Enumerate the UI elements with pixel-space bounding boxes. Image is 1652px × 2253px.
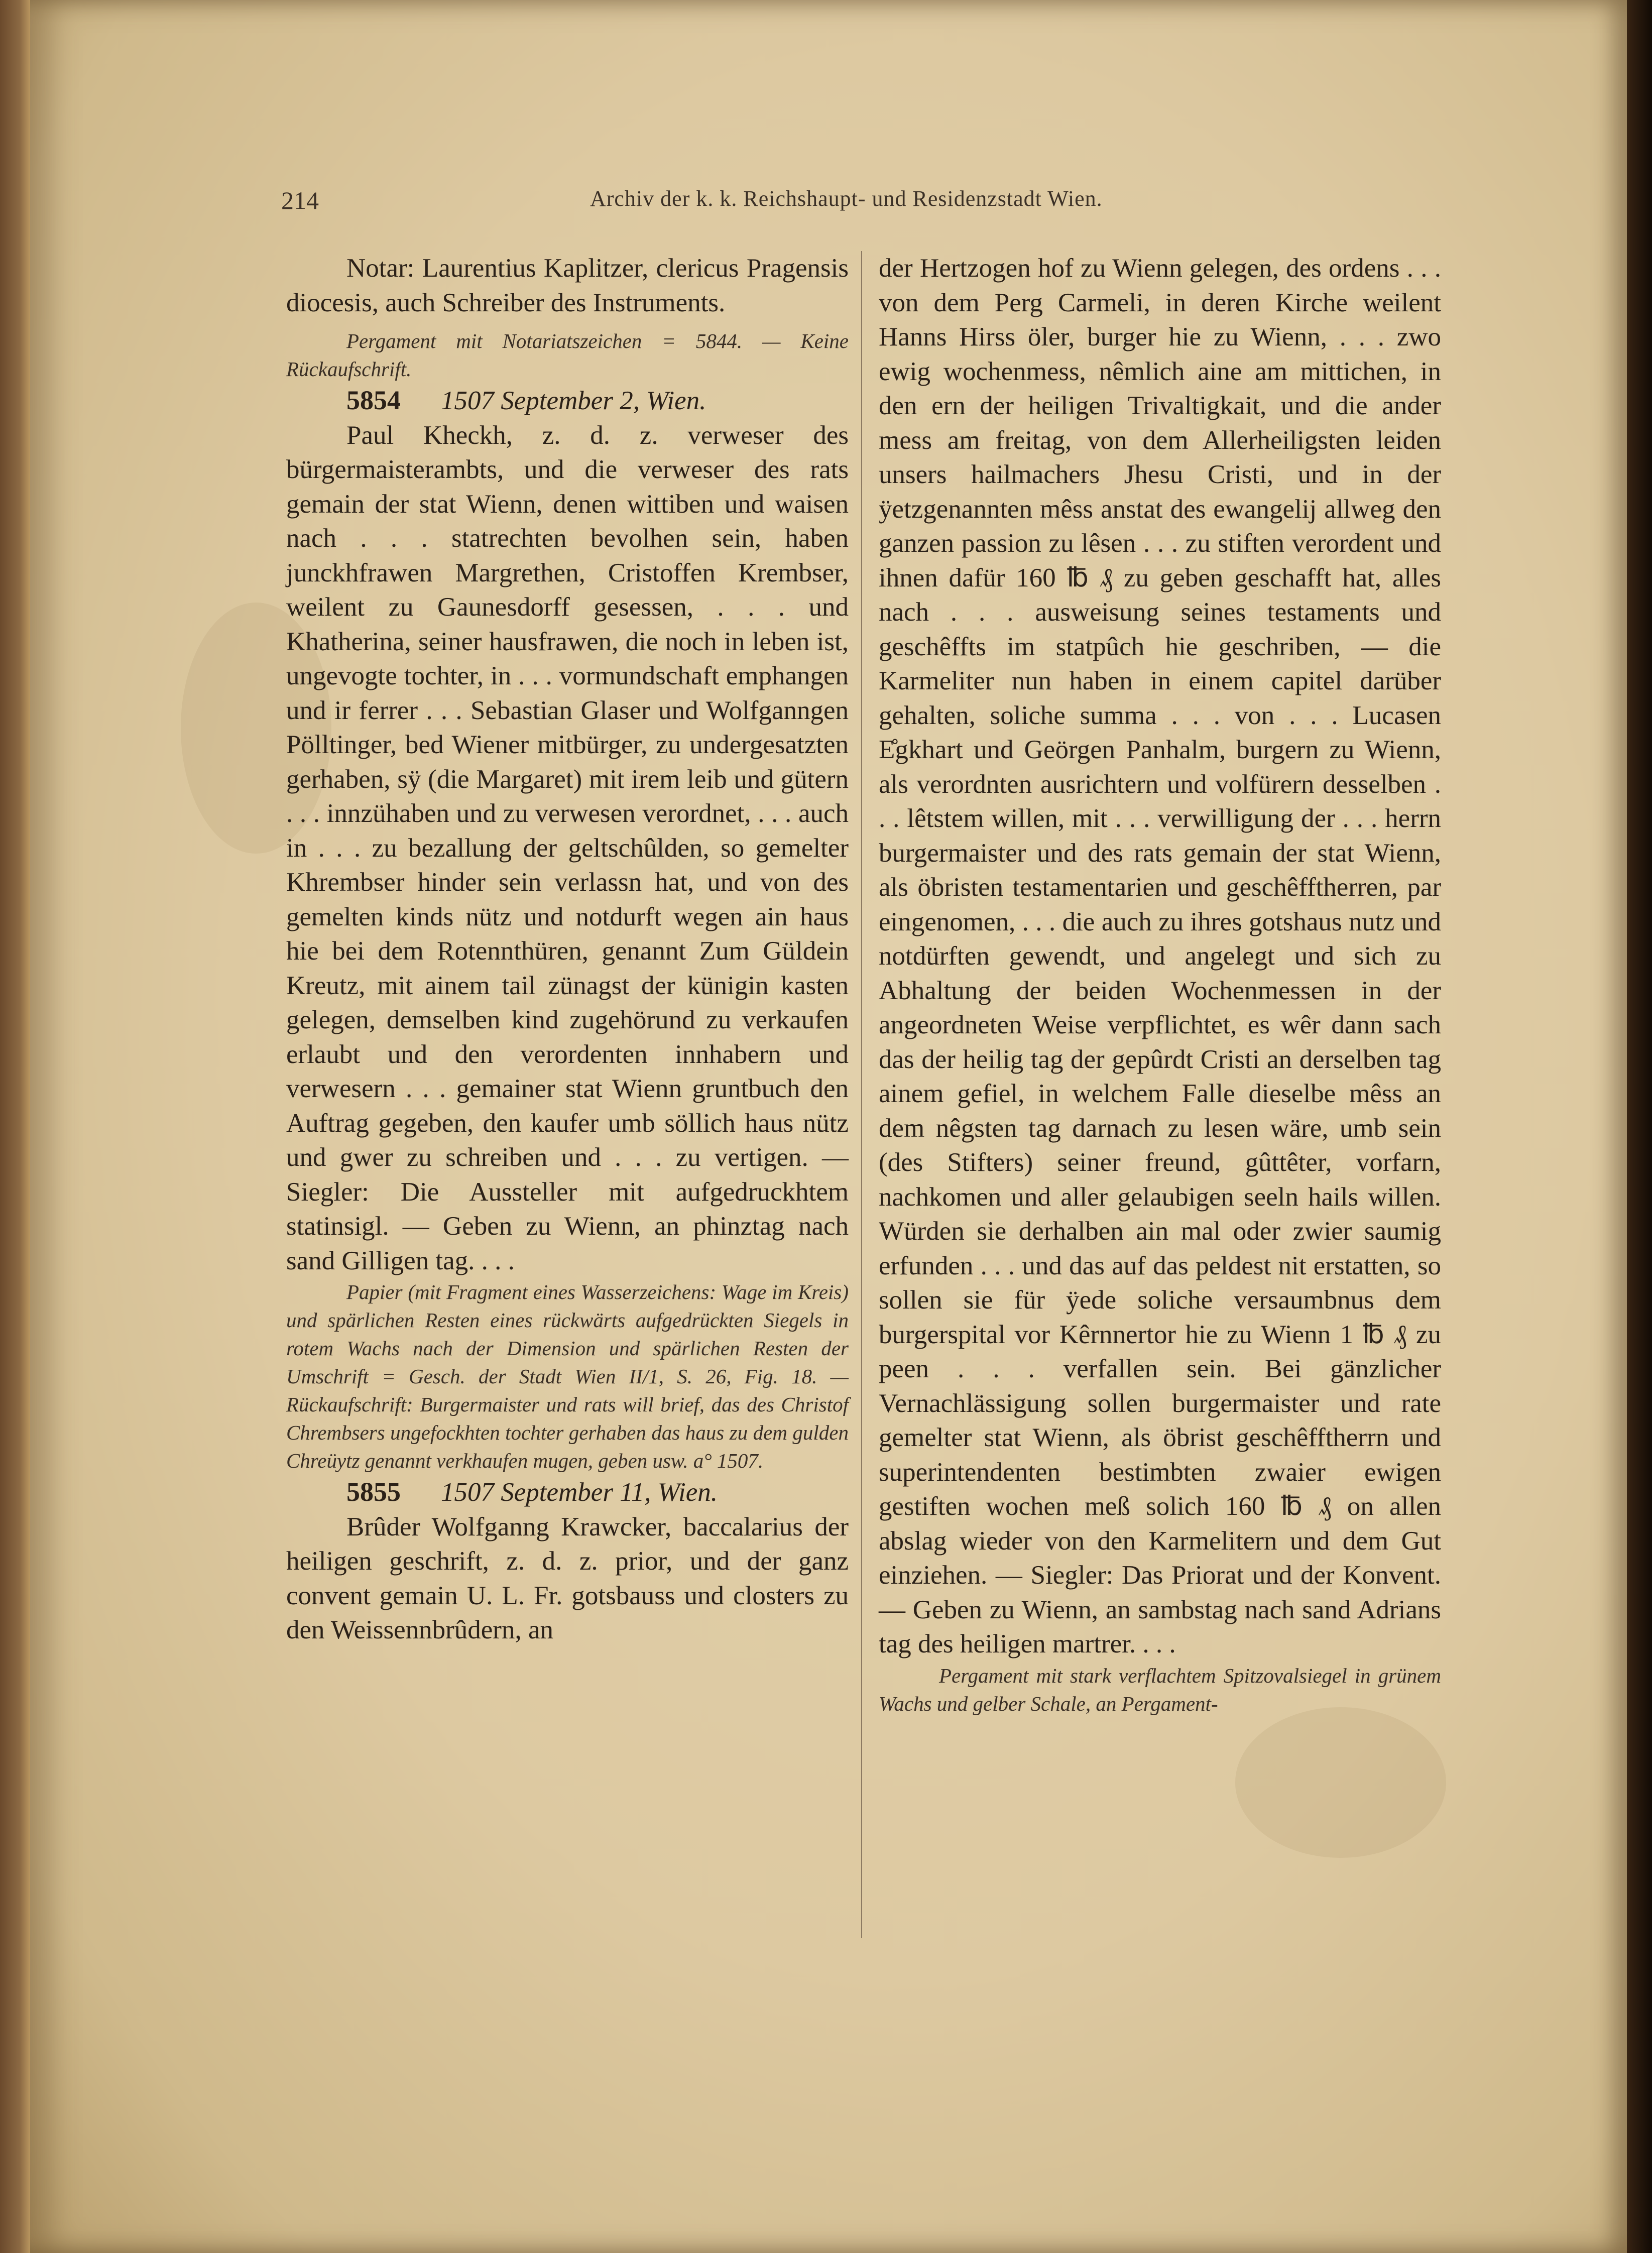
right-column <box>879 251 1441 1718</box>
paper-stain <box>1235 1707 1446 1858</box>
entry-5855-body: Brûder Wolfganng Krawcker, baccalarius der heiligen geschrift, z. d. z. prior, und der ganz convent gemain U. L. Fr. gotsbauss und closters zu den Weissennbrûdern, an <box>286 1512 849 1644</box>
entry-5854-heading <box>286 383 849 418</box>
left-column <box>286 251 849 1647</box>
entry-5854-body: Paul Kheckh, z. d. z. verweser des bürgermaisterambts, und die verweser des rats gemain der stat Wienn, denen wittiben und waisen nach . . . statrechten bevolhen sein, haben junckhfrawen Margrethen, Cristoffen Krembser, weilent zu Gaunesdorff gesessen, . . . und Khatherina, seiner hausfrawen, die noch in leben ist, ungevogte tochter, in . . . vormundschaft emphangen und ir ferrer . . . Sebastian Glaser und Wolfganngen Pölltinger, bed Wiener mitbürger, zu undergesatzten gerhaben, sÿ (die Margaret) mit irem leib und gütern . . . innzühaben und zu verwesen verordnet, . . . auch in . . . zu bezallung der geltschûlden, so gemelter Khrembser hinder sein verlassn hat, und von des gemelten kinds nütz und notdurft wegen ain haus hie bei dem Rotennthüren, genannt Zum Güldein Kreutz, mit ainem tail zünagst der künigin kasten gelegen, demselben kind zugehörund zu verkaufen erlaubt und den verordenten innhabern und verwesern . . . gemainer stat Wienn gruntbuch den Auftrag gegeben, den kaufer umb söllich haus nütz und gwer zu schreiben und . . . zu vertigen. — Siegler: Die Aussteller mit aufgedruckhtem statinsigl. — Geben zu Wienn, an phinztag nach sand Gilligen tag. . . . <box>286 420 849 1275</box>
entry-5855-body-continued: der Hertzogen hof zu Wienn gelegen, des ordens . . . von dem Perg Carmeli, in deren Kirche weilent Hanns Hirss öler, burger hie zu Wienn, . . . zwo ewig wochenmess, nêmlich aine am mittichen, in den ern der heiligen Trivaltigkait, und die ander mess am freitag, von dem Allerheiligsten leiden unsers hailmachers Jhesu Cristi, und in der ÿetzgenannten mêss anstat des ewangelij allweg den ganzen passion zu lêsen . . . zu stiften verordent und ihnen dafür 160 ℔ ₰ zu geben geschafft hat, alles nach . . . ausweisung seines testaments und geschêffts im statpûch hie geschriben, — die Karmeliter nun haben in einem capitel darüber gehalten, soliche summa . . . von . . . Lucasen E̊gkhart und Geörgen Panhalm, burgern zu Wienn, als verordnten ausrichtern und volfürern desselben . . . lêtstem willen, mit . . . verwilligung der . . . herrn burgermaister und des rats gemain der stat Wienn, als öbristen testamentarien und geschêfftherren, par eingenomen, . . . die auch zu ihres gotshaus nutz und notdürften gewendt, und angelegt und sich zu Abhaltung der beiden Wochenmessen in der angeordneten Weise verpflichtet, es wêr dann sach das der heilig tag der gepûrdt Cristi an derselben tag ainem gefiel, in welchem Falle dieselbe mêss an dem nêgsten tag darnach zu lesen wäre, umb sein (des Stifters) seiner freund, gûttêter, vorfarn, nachkomen und aller gelaubigen seeln hails willen. Würden sie derhalben ain mal oder zwier saumig erfunden . . . und das auf das peldest nit erstatten, so sollen sie für ÿede soliche versaumbnus dem burgerspital vor Kêrnnertor hie zu Wienn 1 ℔ ₰ zu peen . . . verfallen sein. Bei gänzlicher Vernachlässigung sollen burgermaister und rate gemelter stat Wienn, als öbrist geschêfftherrn und superintendenten bestimbten zwaier ewigen gestiften wochen meß solich 160 ℔ ₰ on allen abslag wieder von den Karmelitern und dem Gut einziehen. — Siegler: Das Priorat und der Konvent. — Geben zu Wienn, an sambstag nach sand Adrians tag des heiligen martrer. . . . <box>879 254 1441 1658</box>
column-rule <box>861 251 862 1938</box>
entry-5855-heading <box>286 1475 849 1510</box>
running-head: Archiv der k. k. Reichshaupt- und Residenzstadt Wien. <box>590 186 1103 211</box>
entry-date: 1507 September 11, Wien. <box>441 1478 718 1507</box>
entry-number: 5855 <box>346 1477 401 1507</box>
book-page <box>30 0 1627 2253</box>
entry-5855-note: Pergament mit stark verflachtem Spitzovalsiegel in grünem Wachs und gelber Schale, an Pergament- <box>879 1664 1441 1715</box>
book-spine <box>1624 0 1652 2253</box>
entry-number: 5854 <box>346 385 401 415</box>
entry-date: 1507 September 2, Wien. <box>441 386 706 415</box>
intro-note: Pergament mit Notariatszeichen = 5844. — Keine Rückaufschrift. <box>286 329 849 381</box>
intro-notary: Notar: Laurentius Kaplitzer, clericus Pragensis diocesis, auch Schreiber des Instruments. <box>286 254 849 317</box>
entry-5854-note: Papier (mit Fragment eines Wasserzeichens: Wage im Kreis) und spärlichen Resten eines rückwärts aufgedrückten Siegels in rotem Wachs nach der Dimension und spärlichen Resten der Umschrift = Gesch. der Stadt Wien II/1, S. 26, Fig. 18. — Rückaufschrift: Burgermaister und rats will brief, das des Christof Chrembsers ungefockhten tochter gerhaben das haus zu dem gulden Chreüytz genannt verkhaufen mugen, geben usw. a° 1507. <box>286 1280 849 1472</box>
page-number: 214 <box>281 186 319 214</box>
page-header <box>30 186 1627 221</box>
